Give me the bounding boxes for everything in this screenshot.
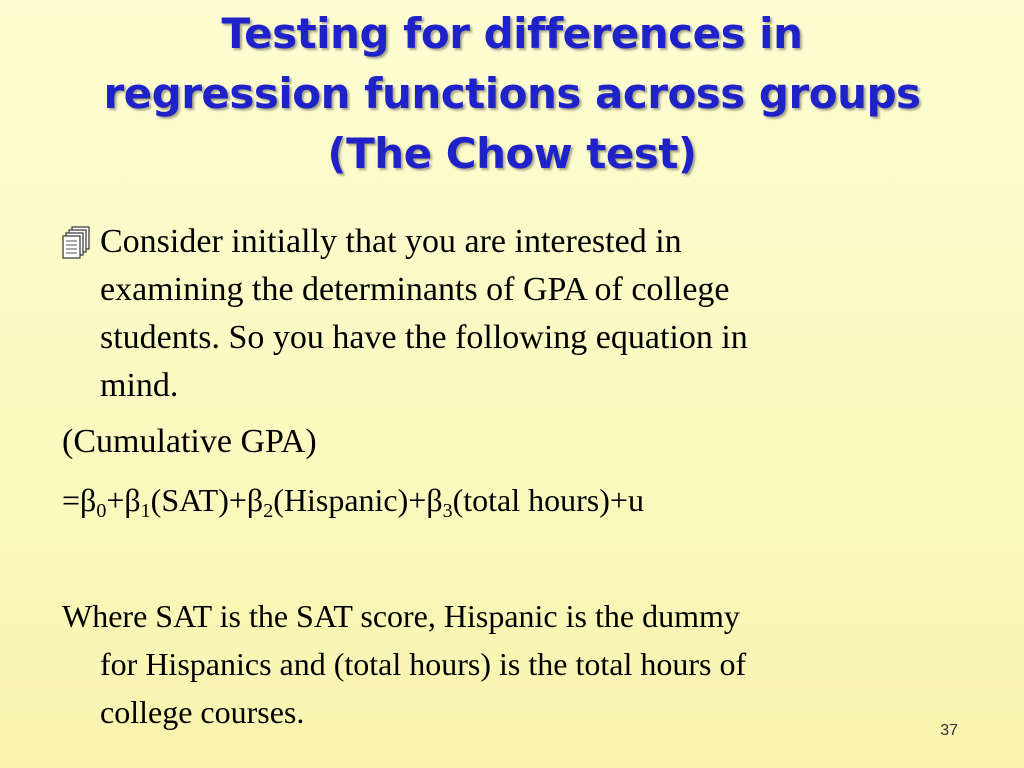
title-line-2: regression functions across groups — [103, 69, 921, 118]
where-line: for Hispanics and (total hours) is the total hours of — [100, 646, 747, 682]
bullet-line: examining the determinants of GPA of college — [100, 271, 730, 308]
bullet-paragraph — [100, 218, 980, 410]
equation-part: +β — [106, 482, 141, 518]
equation-lhs: (Cumulative GPA) — [62, 423, 317, 460]
equation-subscript: 2 — [263, 500, 274, 522]
bullet-line: students. So you have the following equation in — [100, 319, 748, 356]
equation-subscript: 3 — [442, 500, 453, 522]
equation-part: =β — [62, 482, 97, 518]
regression-equation — [62, 478, 644, 522]
equation-part: (SAT)+β — [150, 482, 264, 518]
bullet-line: Consider initially that you are interested in — [100, 223, 682, 260]
where-line: Where SAT is the SAT score, Hispanic is the dummy — [62, 598, 740, 634]
title-line-1: Testing for differences in — [221, 9, 803, 58]
equation-part: (Hispanic)+β — [273, 482, 443, 518]
where-paragraph — [62, 592, 962, 736]
title-line-3: (The Chow test) — [327, 129, 697, 178]
equation-subscript: 0 — [96, 500, 107, 522]
equation-subscript: 1 — [140, 500, 151, 522]
document-stack-icon — [62, 226, 92, 260]
equation-part: (total hours)+u — [452, 482, 644, 518]
where-line: college courses. — [100, 694, 305, 730]
bullet-line: mind. — [100, 367, 179, 404]
slide-number: 37 — [940, 722, 958, 739]
